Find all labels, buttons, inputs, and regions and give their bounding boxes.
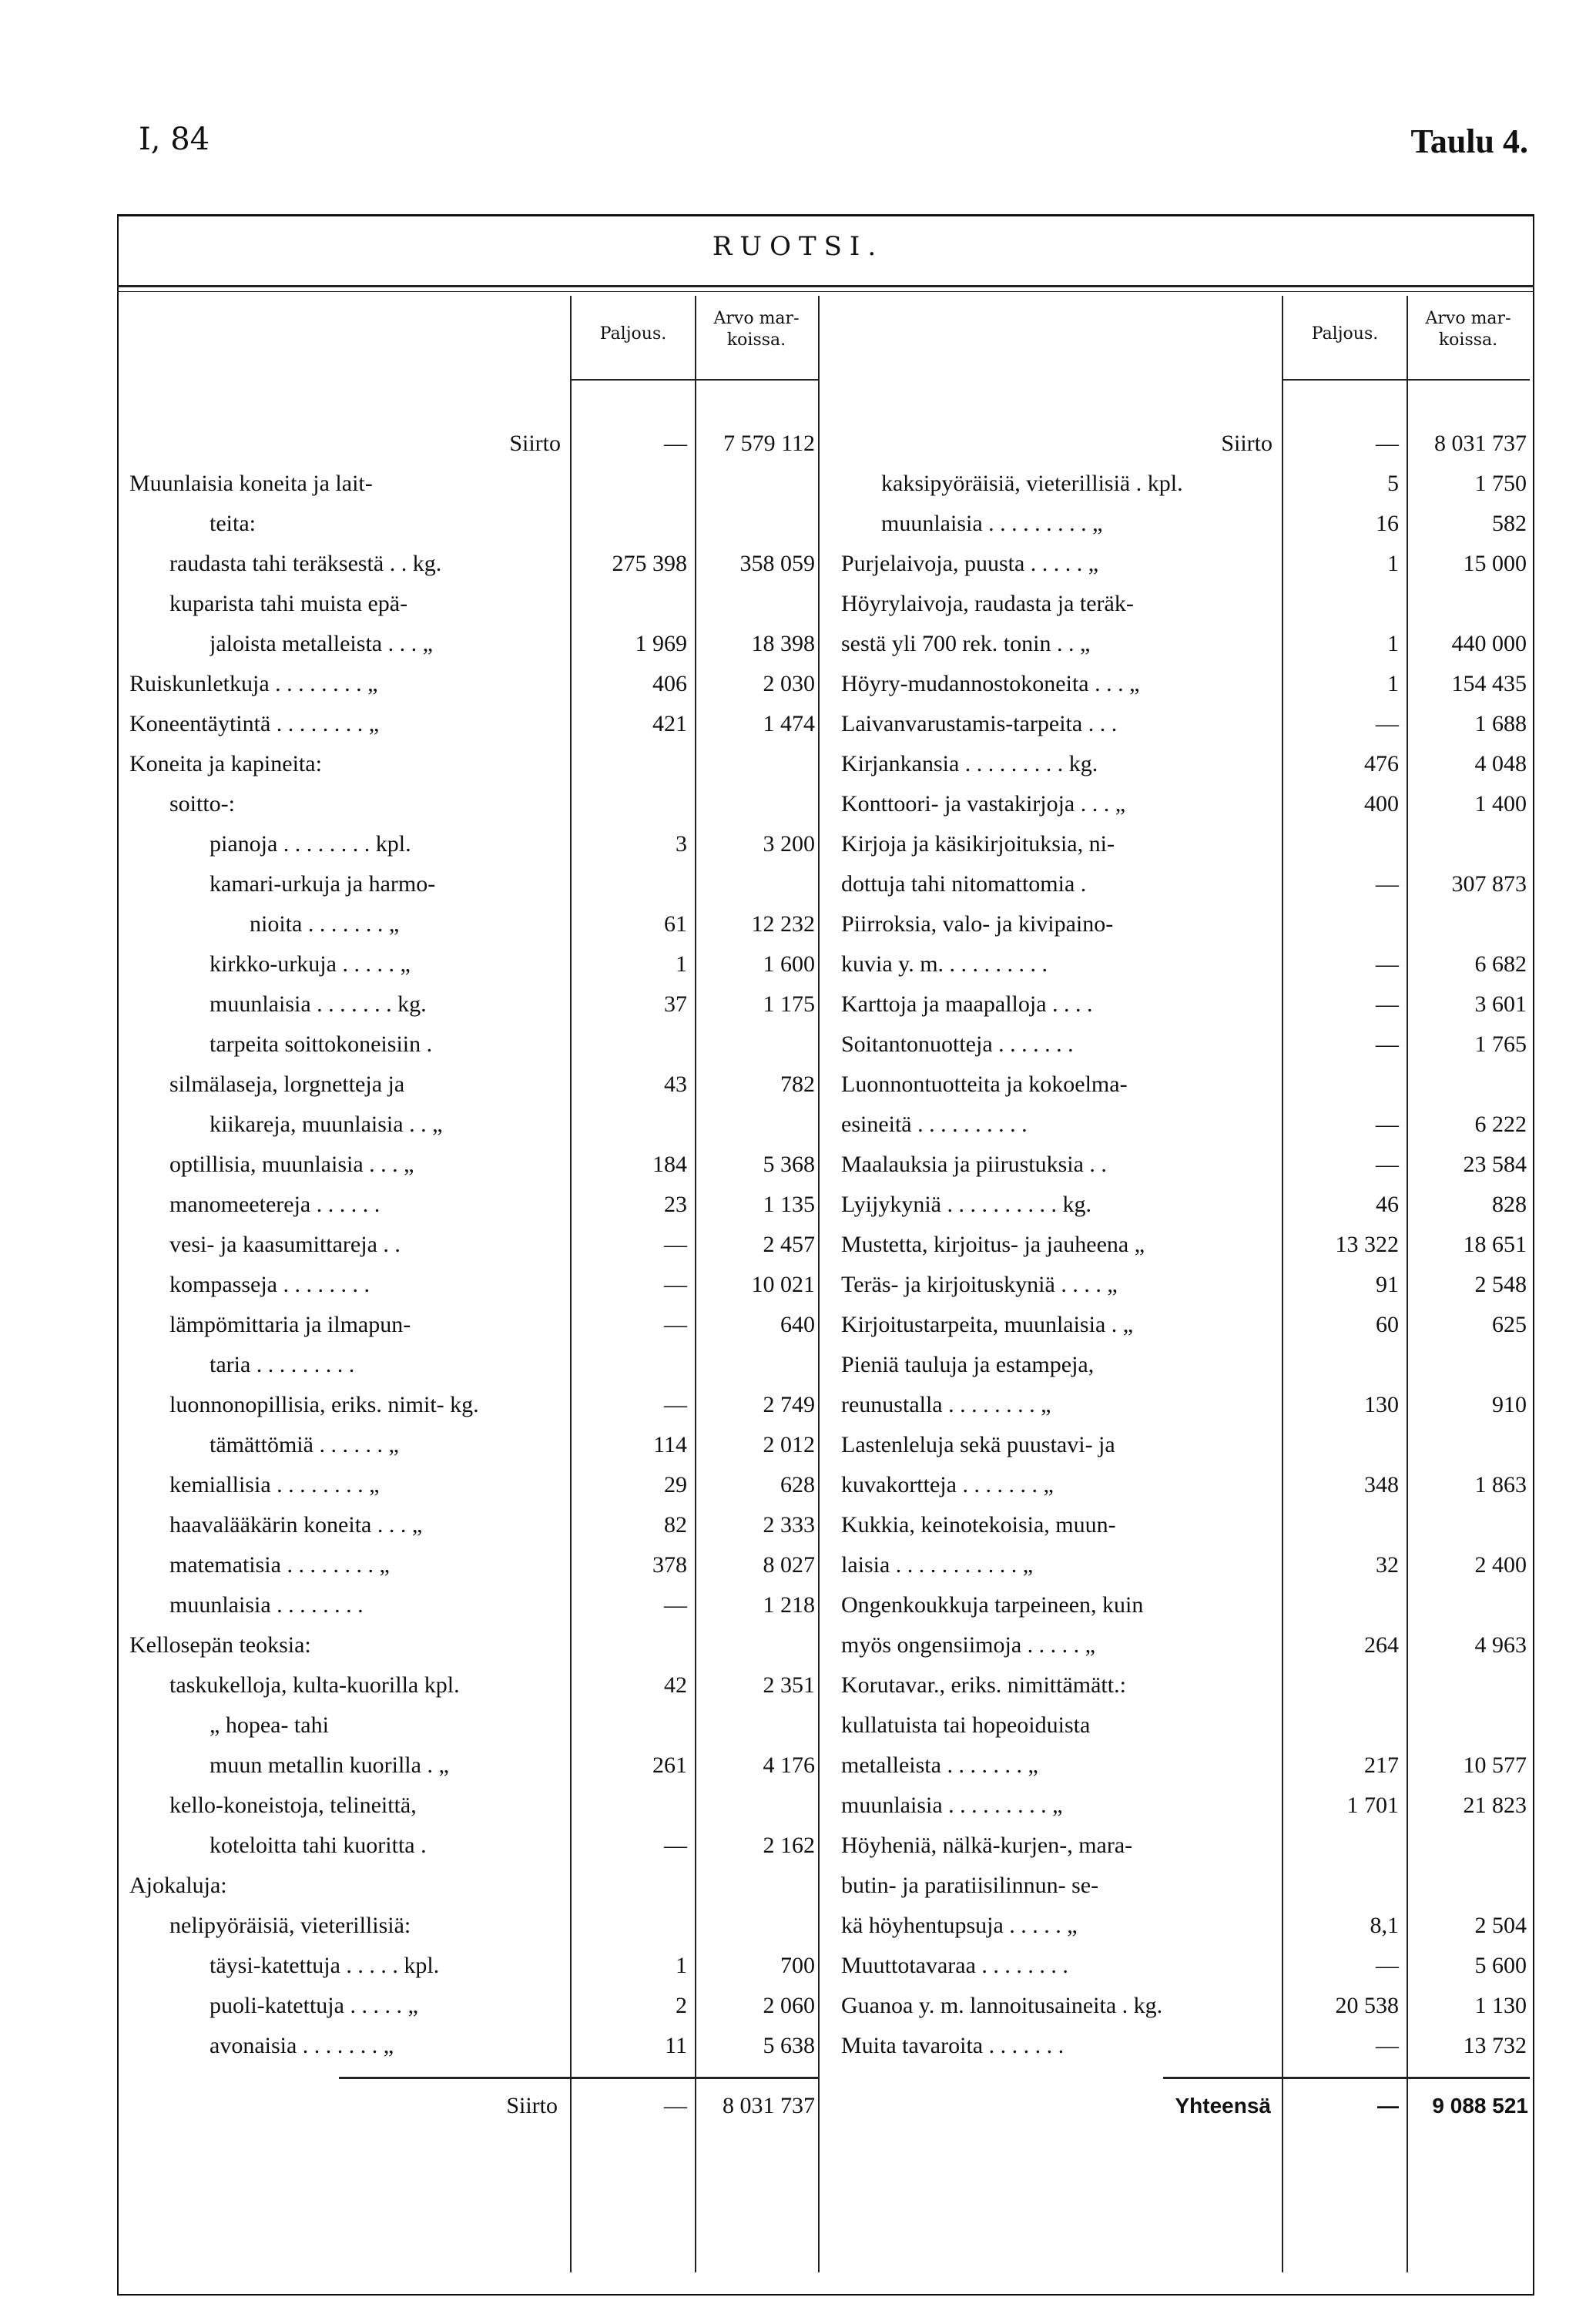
left-row-value: 628 (780, 1472, 815, 1497)
right-table-row (0, 1425, 1596, 1465)
left-row-value: 2 351 (763, 1672, 815, 1698)
right-table-row (0, 1585, 1596, 1625)
right-row-qty: 264 (1364, 1632, 1399, 1658)
right-row-label: Höyheniä, nälkä-kurjen-, mara- (841, 1833, 1133, 1858)
right-row-value: 10 577 (1463, 1752, 1527, 1778)
right-sum-rule (1163, 2077, 1530, 2079)
left-row-qty: — (664, 1272, 687, 1297)
left-qty-header: Paljous. (599, 324, 667, 344)
left-row-value: 700 (780, 1953, 815, 1978)
right-row-label: esineitä . . . . . . . . . . (841, 1112, 1028, 1137)
left-row-qty: — (664, 1312, 687, 1337)
right-row-value: 18 651 (1463, 1232, 1527, 1257)
right-row-qty: 348 (1364, 1472, 1399, 1497)
right-row-value: 828 (1492, 1192, 1527, 1217)
left-row-value: 3 200 (763, 831, 815, 857)
right-row-value: 21 823 (1463, 1793, 1527, 1818)
table-label: Taulu 4. (1410, 122, 1528, 160)
left-row-label: Muunlaisia koneita ja lait- (129, 471, 373, 496)
right-row-label: kuvakortteja . . . . . . . „ (841, 1472, 1054, 1497)
left-row-value: 4 176 (763, 1752, 815, 1778)
left-row-label: pianoja . . . . . . . . kpl. (210, 831, 411, 857)
right-row-label: Maalauksia ja piirustuksia . . (841, 1152, 1107, 1177)
right-row-qty: — (1376, 1031, 1399, 1057)
right-row-label: Guanoa y. m. lannoitusaineita . kg. (841, 1993, 1163, 2018)
left-row-qty: 11 (665, 2033, 687, 2058)
right-table-row (0, 984, 1596, 1025)
right-row-label: Höyry-mudannostokoneita . . . „ (841, 671, 1140, 696)
right-row-value: 5 600 (1474, 1953, 1527, 1978)
left-row-qty: 421 (652, 711, 687, 736)
left-row-qty: 184 (652, 1152, 687, 1177)
left-row-label: haavalääkärin koneita . . . „ (169, 1512, 423, 1538)
right-row-value: 2 400 (1474, 1552, 1527, 1578)
right-table-row (0, 464, 1596, 504)
right-row-qty: — (1376, 1152, 1399, 1177)
left-row-label: täysi-katettuja . . . . . kpl. (210, 1953, 440, 1978)
right-row-label: Konttoori- ja vastakirjoja . . . „ (841, 791, 1126, 817)
right-row-label: Lyijykyniä . . . . . . . . . . kg. (841, 1192, 1091, 1217)
left-row-qty: 406 (652, 671, 687, 696)
left-row-label: „ hopea- tahi (210, 1712, 329, 1738)
left-value-header-line1: Arvo mar- (713, 309, 800, 328)
country-title: RUOTSI. (712, 231, 884, 262)
right-value-header-line2: koissa. (1438, 330, 1498, 350)
left-value-header-line2: koissa. (726, 330, 786, 350)
left-row-label: taria . . . . . . . . . (210, 1352, 355, 1377)
right-row-qty: 400 (1364, 791, 1399, 817)
right-row-label: Kukkia, keinotekoisia, muun- (841, 1512, 1116, 1538)
right-row-qty: 476 (1364, 751, 1399, 776)
left-row-label: nelipyöräisiä, vieterillisiä: (169, 1913, 411, 1938)
right-table-row (0, 744, 1596, 784)
right-row-qty: — (1376, 431, 1399, 456)
right-table-row (0, 1065, 1596, 1105)
left-row-label: lämpömittaria ja ilmapun- (169, 1312, 411, 1337)
left-value-header (696, 308, 816, 351)
right-value-header-line1: Arvo mar- (1425, 309, 1511, 328)
right-table-row (0, 864, 1596, 904)
left-row-label: kamari-urkuja ja harmo- (210, 871, 436, 897)
left-row-value: 5 638 (763, 2033, 815, 2058)
right-table-row (0, 1465, 1596, 1505)
right-row-qty: 130 (1364, 1392, 1399, 1417)
right-row-label: Kirjoja ja käsikirjoituksia, ni- (841, 831, 1115, 857)
left-row-qty: 42 (664, 1672, 687, 1698)
left-row-value: 8 027 (763, 1552, 815, 1578)
right-row-label: reunustalla . . . . . . . . „ (841, 1392, 1051, 1417)
right-row-qty: 20 538 (1335, 1993, 1399, 2018)
left-row-qty: — (664, 431, 687, 456)
left-row-value: 2 333 (763, 1512, 815, 1538)
right-row-label: dottuja tahi nitomattomia . (841, 871, 1087, 897)
left-row-qty: 378 (652, 1552, 687, 1578)
left-row-label: kirkko-urkuja . . . . . „ (210, 951, 411, 977)
right-row-label: Korutavar., eriks. nimittämätt.: (841, 1672, 1126, 1698)
left-row-qty: 82 (664, 1512, 687, 1538)
left-row-qty: 43 (664, 1072, 687, 1097)
left-row-label: Koneita ja kapineita: (129, 751, 322, 776)
left-row-qty: 261 (652, 1752, 687, 1778)
right-row-qty: — (1376, 1112, 1399, 1137)
left-row-qty: 29 (664, 1472, 687, 1497)
right-row-qty: 1 (1387, 631, 1399, 656)
right-row-label: Muuttotavaraa . . . . . . . . (841, 1953, 1068, 1978)
right-row-qty: 91 (1376, 1272, 1399, 1297)
right-row-value: 15 000 (1463, 551, 1527, 576)
right-row-label: Teräs- ja kirjoituskyniä . . . . „ (841, 1272, 1118, 1297)
right-row-value: 4 048 (1474, 751, 1527, 776)
right-table-row (0, 1145, 1596, 1185)
right-table-row (0, 1545, 1596, 1585)
right-row-value: 3 601 (1474, 991, 1527, 1017)
right-table-row (0, 1505, 1596, 1545)
left-row-value: 1 175 (763, 991, 815, 1017)
right-row-qty: 1 (1387, 671, 1399, 696)
left-row-value: 782 (780, 1072, 815, 1097)
left-row-value: 2 457 (763, 1232, 815, 1257)
right-row-value: 1 765 (1474, 1031, 1527, 1057)
right-row-value: 8 031 737 (1434, 431, 1527, 456)
right-table-row (0, 1826, 1596, 1866)
left-row-label: manomeetereja . . . . . . (169, 1192, 381, 1217)
right-row-value: 440 000 (1451, 631, 1527, 656)
right-qty-header: Paljous. (1311, 324, 1379, 344)
right-row-value: 4 963 (1474, 1632, 1527, 1658)
left-row-qty: — (664, 1392, 687, 1417)
left-row-qty: 1 (676, 951, 687, 977)
right-row-label: Pieniä tauluja ja estampeja, (841, 1352, 1095, 1377)
left-row-value: 640 (780, 1312, 815, 1337)
right-row-label: Purjelaivoja, puusta . . . . . „ (841, 551, 1099, 576)
right-table-row (0, 824, 1596, 864)
right-row-label: kuvia y. m. . . . . . . . . . (841, 951, 1048, 977)
right-row-qty: — (1376, 2033, 1399, 2058)
right-row-label: laisia . . . . . . . . . . . „ (841, 1552, 1034, 1578)
left-row-label: koteloitta tahi kuoritta . (210, 1833, 427, 1858)
right-row-qty: 217 (1364, 1752, 1399, 1778)
right-row-label: Piirroksia, valo- ja kivipaino- (841, 911, 1114, 937)
right-table-row (0, 584, 1596, 624)
right-table-row (0, 544, 1596, 584)
frame-top-rule (117, 214, 1534, 216)
right-row-qty: — (1376, 1953, 1399, 1978)
right-table-row (0, 1986, 1596, 2026)
right-table-row (0, 904, 1596, 944)
right-row-qty: 46 (1376, 1192, 1399, 1217)
left-row-qty: 114 (653, 1432, 687, 1457)
right-row-value: 154 435 (1451, 671, 1527, 696)
left-row-label: silmälaseja, lorgnetteja ja (169, 1072, 405, 1097)
right-row-label: Kirjoitustarpeita, muunlaisia . „ (841, 1312, 1134, 1337)
left-row-qty: 1 969 (635, 631, 687, 656)
left-row-label: kiikareja, muunlaisia . . „ (210, 1112, 443, 1137)
left-row-qty: 2 (676, 1993, 687, 2018)
left-row-label: soitto-: (169, 791, 236, 817)
right-table-row (0, 784, 1596, 824)
right-row-qty: 1 701 (1346, 1793, 1399, 1818)
left-row-qty: 275 398 (612, 551, 687, 576)
right-total-qty: — (1377, 2094, 1399, 2118)
right-table-row (0, 1665, 1596, 1705)
right-table-row (0, 1105, 1596, 1145)
right-table-row (0, 1746, 1596, 1786)
left-row-qty: — (664, 1592, 687, 1618)
right-table-row (0, 1305, 1596, 1345)
left-row-value: 358 059 (739, 551, 815, 576)
left-row-value: 2 749 (763, 1392, 815, 1417)
right-row-label: Soitantonuotteja . . . . . . . (841, 1031, 1074, 1057)
left-row-label: nioita . . . . . . . „ (250, 911, 400, 937)
left-row-value: 2 030 (763, 671, 815, 696)
right-row-value: 1 750 (1474, 471, 1527, 496)
left-row-value: 5 368 (763, 1152, 815, 1177)
left-row-value: 1 218 (763, 1592, 815, 1618)
left-row-label: Siirto (509, 431, 561, 456)
right-row-qty: 60 (1376, 1312, 1399, 1337)
right-row-qty: 8,1 (1370, 1913, 1399, 1938)
right-row-value: 6 222 (1474, 1112, 1527, 1137)
right-row-label: Karttoja ja maapalloja . . . . (841, 991, 1093, 1017)
left-total-qty: — (664, 2093, 687, 2118)
right-row-qty: 5 (1387, 471, 1399, 496)
right-table-row (0, 664, 1596, 704)
right-table-row (0, 1025, 1596, 1065)
left-row-qty: 37 (664, 991, 687, 1017)
title-rule (117, 285, 1534, 287)
left-row-value: 1 474 (763, 711, 815, 736)
left-row-qty: 3 (676, 831, 687, 857)
left-row-label: kuparista tahi muista epä- (169, 591, 408, 616)
right-table-row (0, 1625, 1596, 1665)
left-row-label: avonaisia . . . . . . . „ (210, 2033, 394, 2058)
right-row-qty: — (1376, 951, 1399, 977)
right-row-label: Ongenkoukkuja tarpeineen, kuin (841, 1592, 1144, 1618)
left-row-label: teita: (210, 511, 256, 536)
right-table-row (0, 1345, 1596, 1385)
right-table-row (0, 1946, 1596, 1986)
left-row-label: luonnonopillisia, eriks. nimit- kg. (169, 1392, 479, 1417)
frame-bottom-rule (117, 2294, 1534, 2296)
left-row-value: 2 012 (763, 1432, 815, 1457)
right-total-value: 9 088 521 (1432, 2094, 1528, 2118)
title-rule-2 (117, 291, 1534, 292)
left-row-label: Ruiskunletkuja . . . . . . . . „ (129, 671, 378, 696)
right-table-row (0, 2026, 1596, 2066)
left-row-label: tämättömiä . . . . . . „ (210, 1432, 399, 1457)
right-table-row (0, 1385, 1596, 1425)
right-row-value: 2 504 (1474, 1913, 1527, 1938)
right-row-label: Muita tavaroita . . . . . . . (841, 2033, 1065, 2058)
left-row-label: muunlaisia . . . . . . . kg. (210, 991, 427, 1017)
right-table-row (0, 504, 1596, 544)
left-row-qty: 23 (664, 1192, 687, 1217)
right-row-label: Siirto (1221, 431, 1272, 456)
right-row-qty: 13 322 (1335, 1232, 1399, 1257)
right-row-label: muunlaisia . . . . . . . . . „ (841, 1793, 1063, 1818)
right-row-label: Mustetta, kirjoitus- ja jauheena „ (841, 1232, 1145, 1257)
right-table-row (0, 1265, 1596, 1305)
left-row-label: taskukelloja, kulta-kuorilla kpl. (169, 1672, 460, 1698)
right-row-value: 23 584 (1463, 1152, 1527, 1177)
right-row-qty: 16 (1376, 511, 1399, 536)
right-row-qty: 32 (1376, 1552, 1399, 1578)
right-table-row (0, 704, 1596, 744)
right-value-header (1408, 308, 1528, 351)
left-row-value: 1 600 (763, 951, 815, 977)
left-row-value: 2 060 (763, 1993, 815, 2018)
left-row-label: jaloista metalleista . . . „ (210, 631, 433, 656)
left-row-label: muun metallin kuorilla . „ (210, 1752, 449, 1778)
right-table-row (0, 1705, 1596, 1746)
right-table-row (0, 1225, 1596, 1265)
right-row-value: 6 682 (1474, 951, 1527, 977)
right-table-row (0, 1866, 1596, 1906)
right-row-label: Luonnontuotteita ja kokoelma- (841, 1072, 1128, 1097)
right-row-label: sestä yli 700 rek. tonin . . „ (841, 631, 1091, 656)
right-row-label: myös ongensiimoja . . . . . „ (841, 1632, 1095, 1658)
right-row-qty: — (1376, 711, 1399, 736)
left-row-label: tarpeita soittokoneisiin . (210, 1031, 433, 1057)
right-total-label: Yhteensä (1175, 2094, 1271, 2118)
left-row-qty: 61 (664, 911, 687, 937)
page-number: I, 84 (139, 122, 210, 157)
left-row-value: 10 021 (751, 1272, 815, 1297)
left-row-qty: — (664, 1232, 687, 1257)
left-row-label: optillisia, muunlaisia . . . „ (169, 1152, 414, 1177)
right-row-label: kä höyhentupsuja . . . . . „ (841, 1913, 1078, 1938)
left-row-label: raudasta tahi teräksestä . . kg. (169, 551, 442, 576)
right-row-label: Laivanvarustamis-tarpeita . . . (841, 711, 1118, 736)
right-row-value: 1 688 (1474, 711, 1527, 736)
right-row-label: Lastenleluja sekä puustavi- ja (841, 1432, 1115, 1457)
right-row-value: 2 548 (1474, 1272, 1527, 1297)
left-row-value: 2 162 (763, 1833, 815, 1858)
left-row-label: puoli-katettuja . . . . . „ (210, 1993, 418, 2018)
left-row-value: 7 579 112 (723, 431, 815, 456)
right-row-value: 13 732 (1463, 2033, 1527, 2058)
right-row-value: 307 873 (1451, 871, 1527, 897)
left-row-value: 1 135 (763, 1192, 815, 1217)
left-row-label: Ajokaluja: (129, 1873, 227, 1898)
right-row-label: kullatuista tai hopeoiduista (841, 1712, 1091, 1738)
right-row-value: 1 130 (1474, 1993, 1527, 2018)
right-row-value: 582 (1492, 511, 1527, 536)
right-table-row (0, 624, 1596, 664)
right-row-label: kaksipyöräisiä, vieterillisiä . kpl. (881, 471, 1183, 496)
right-row-label: butin- ja paratiisilinnun- se- (841, 1873, 1099, 1898)
right-row-qty: 1 (1387, 551, 1399, 576)
right-row-label: muunlaisia . . . . . . . . . „ (881, 511, 1103, 536)
left-row-qty: — (664, 1833, 687, 1858)
left-total-value: 8 031 737 (723, 2093, 815, 2118)
right-row-label: Höyrylaivoja, raudasta ja teräk- (841, 591, 1134, 616)
right-total-row (0, 2086, 1596, 2126)
right-row-label: Kirjankansia . . . . . . . . . kg. (841, 751, 1098, 776)
left-row-label: matematisia . . . . . . . . „ (169, 1552, 390, 1578)
left-row-qty: 1 (676, 1953, 687, 1978)
left-row-label: kello-koneistoja, telineittä, (169, 1793, 417, 1818)
right-row-qty: — (1376, 871, 1399, 897)
right-table-row (0, 424, 1596, 464)
left-row-label: kemiallisia . . . . . . . . „ (169, 1472, 380, 1497)
right-table-row (0, 944, 1596, 984)
left-row-label: vesi- ja kaasumittareja . . (169, 1232, 401, 1257)
right-row-value: 1 863 (1474, 1472, 1527, 1497)
left-sum-rule (339, 2077, 818, 2079)
right-row-value: 625 (1492, 1312, 1527, 1337)
left-row-label: Koneentäytintä . . . . . . . . „ (129, 711, 380, 736)
left-row-label: muunlaisia . . . . . . . . (169, 1592, 364, 1618)
right-table-row (0, 1786, 1596, 1826)
right-row-value: 1 400 (1474, 791, 1527, 817)
right-table-row (0, 1185, 1596, 1225)
right-row-value: 910 (1492, 1392, 1527, 1417)
left-row-value: 18 398 (751, 631, 815, 656)
right-table-row (0, 1906, 1596, 1946)
left-row-label: Kellosepän teoksia: (129, 1632, 311, 1658)
left-total-label: Siirto (506, 2093, 558, 2118)
right-row-qty: — (1376, 991, 1399, 1017)
left-row-value: 12 232 (751, 911, 815, 937)
right-row-label: metalleista . . . . . . . „ (841, 1752, 1038, 1778)
left-row-label: kompasseja . . . . . . . . (169, 1272, 370, 1297)
